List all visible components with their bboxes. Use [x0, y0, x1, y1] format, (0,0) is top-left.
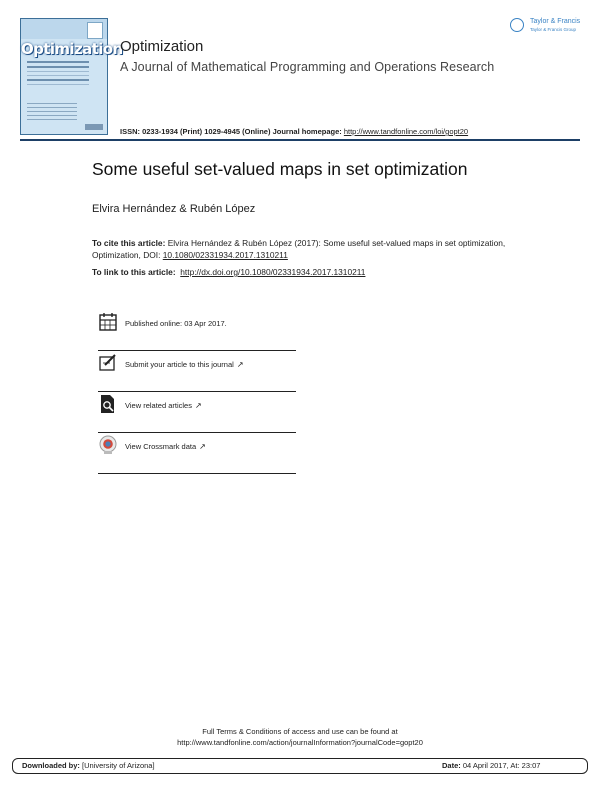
issn-line [120, 127, 468, 136]
crossmark-data-label: View Crossmark data ↗ [125, 442, 206, 451]
publisher-badge-icon [510, 18, 524, 32]
terms-line-1: Full Terms & Conditions of access and use can be found at [202, 727, 398, 736]
related-articles-link[interactable] [98, 393, 296, 433]
external-link-icon: ↗ [236, 360, 244, 369]
publisher-tagline: Taylor & Francis Group [530, 27, 577, 32]
submit-article-label: Submit your article to this journal ↗ [125, 360, 244, 369]
citation-doi-link[interactable]: 10.1080/02331934.2017.1310211 [162, 250, 288, 260]
article-doi-url[interactable]: http://dx.doi.org/10.1080/02331934.2017.1310211 [180, 267, 366, 277]
crossmark-icon [98, 434, 118, 456]
crossmark-data-link[interactable] [98, 434, 296, 474]
cover-title: Optimization [21, 40, 123, 58]
published-online-row [98, 311, 296, 351]
download-date-value: 04 April 2017, At: 23:07 [462, 761, 541, 770]
publisher-logo[interactable] [508, 15, 586, 37]
header-divider [20, 139, 580, 141]
article-authors: Elvira Hernández & Rubén López [92, 203, 256, 215]
article-title: Some useful set-valued maps in set optimization [92, 159, 468, 179]
related-articles-label: View related articles ↗ [125, 401, 202, 410]
downloaded-by-label: Downloaded by: [22, 761, 80, 770]
external-link-icon: ↗ [194, 401, 202, 410]
citation-text: Elvira Hernández & Rubén López (2017): Some useful set-valued maps in set optimization, Optimization, DOI: [92, 238, 506, 260]
article-link-label: To link to this article: [92, 267, 176, 277]
published-online-label: Published online: 03 Apr 2017. [125, 319, 227, 328]
external-link-icon: ↗ [199, 442, 206, 451]
citation-label: To cite this article: [92, 238, 166, 248]
downloaded-by-value: [University of Arizona] [82, 761, 155, 770]
article-link-row [92, 267, 365, 277]
downloaded-by [22, 761, 155, 770]
download-date [442, 761, 540, 770]
journal-subtitle: A Journal of Mathematical Programming and Operations Research [120, 60, 495, 74]
terms-notice [0, 726, 600, 748]
terms-url-link[interactable]: http://www.tandfonline.com/action/journalInformation?journalCode=gopt20 [177, 738, 423, 747]
journal-name: Optimization [120, 38, 204, 55]
document-search-icon [98, 393, 118, 415]
publisher-name: Taylor & Francis [530, 18, 581, 25]
submit-article-link[interactable] [98, 352, 296, 392]
citation-block [92, 237, 512, 261]
edit-pencil-icon [98, 352, 118, 374]
journal-homepage-link[interactable]: http://www.tandfonline.com/loi/gopt20 [343, 127, 469, 136]
journal-cover-image [20, 18, 123, 135]
download-date-label: Date: [442, 761, 461, 770]
calendar-icon [98, 311, 118, 333]
issn-text: ISSN: 0233-1934 (Print) 1029-4945 (Online) Journal homepage: [120, 127, 342, 136]
download-info-bar [12, 758, 588, 774]
